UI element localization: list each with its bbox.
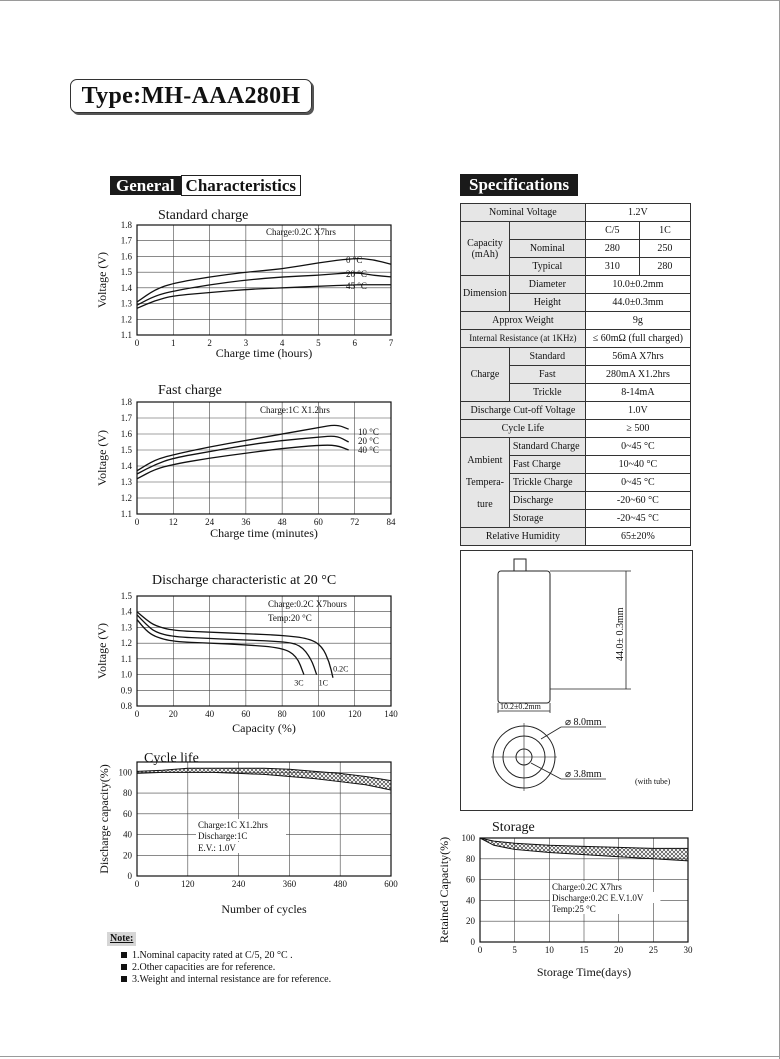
y-tick-label: 1.5 (120, 445, 132, 455)
charge-label: Charge (461, 348, 510, 402)
y-tick-label: 100 (461, 833, 475, 843)
capacity-label-line1: Capacity (467, 237, 503, 249)
cycle-life-chart (90, 748, 410, 920)
y-tick-label: 1.5 (120, 591, 132, 601)
charge-standard-value: 56mA X7hrs (585, 348, 690, 366)
y-tick-label: 0.8 (120, 701, 132, 711)
y-axis-label: Voltage (V) (95, 429, 109, 487)
x-tick-label: 600 (384, 879, 398, 889)
series-label: 40 °C (358, 445, 379, 455)
ambient-trickle-label: Trickle Charge (509, 474, 585, 492)
note-item-3 (121, 974, 331, 986)
y-axis-label: Retained Capacity(%) (437, 836, 451, 944)
capacity-typical-1c: 280 (639, 258, 690, 276)
x-tick-label: 2 (207, 338, 212, 348)
series-label: 0 °C (346, 255, 363, 265)
heading-light-part: Characteristics (181, 175, 301, 196)
cutoff-label: Discharge Cut-off Voltage (461, 402, 586, 420)
y-axis-label: Discharge capacity(%) (97, 764, 111, 874)
y-tick-label: 1.2 (120, 638, 132, 649)
y-tick-label: 0 (470, 937, 475, 947)
outer-diameter-label: ⌀ 8.0mm (565, 717, 602, 728)
x-tick-label: 48 (277, 517, 287, 527)
inner-diameter-value: 3.8mm (573, 769, 602, 780)
series-label: 10 °C (358, 427, 379, 437)
x-tick-label: 1 (171, 338, 176, 348)
charge-standard-label: Standard (509, 348, 585, 366)
y-tick-label: 20 (466, 916, 475, 927)
chart-annotation: Charge:0.2C X7hrs (266, 227, 336, 237)
bullet-icon (121, 952, 127, 958)
table-row (461, 420, 691, 438)
capacity-typical-label: Typical (509, 258, 585, 276)
series-label: 20 °C (358, 436, 379, 446)
table-row (461, 528, 691, 546)
diameter-value: 10.0±0.2mm (585, 276, 690, 294)
capacity-label (461, 222, 510, 276)
chart-title: Storage (492, 820, 535, 835)
series-label: 20 °C (346, 269, 367, 279)
inner-diameter-label: ⌀ 3.8mm (565, 769, 602, 780)
table-row (461, 204, 691, 222)
y-tick-label: 80 (466, 853, 475, 864)
x-tick-label: 15 (579, 945, 589, 955)
fast-charge-chart (90, 380, 410, 545)
x-tick-label: 100 (311, 709, 326, 719)
chart-annotation: Charge:1C X1.2hrs (260, 405, 330, 415)
bullet-icon (121, 976, 127, 982)
plot-frame (137, 596, 391, 706)
y-tick-label: 80 (123, 788, 132, 799)
height-dimension-label: 44.0± 0.3mm (615, 607, 626, 661)
series-label: 0.2C (333, 664, 349, 674)
chart-annotation: E.V.: 1.0V (198, 843, 236, 853)
y-tick-label: 1.1 (120, 653, 132, 664)
ambient-std-value: 0~45 °C (585, 438, 690, 456)
capacity-nominal-1c: 250 (639, 240, 690, 258)
chart-title: Cycle life (144, 751, 199, 766)
nominal-voltage-label: Nominal Voltage (461, 204, 586, 222)
humidity-label: Relative Humidity (461, 528, 586, 546)
capacity-nominal-label: Nominal (509, 240, 585, 258)
y-tick-label: 1.8 (120, 220, 132, 230)
chart-title: Standard charge (158, 208, 249, 223)
note-item-2 (121, 962, 331, 974)
ambient-label (461, 438, 510, 528)
series-label: 45 °C (346, 281, 367, 291)
y-tick-label: 1.4 (120, 606, 132, 617)
series-line (137, 436, 349, 474)
discharge-chart (90, 568, 410, 738)
ambient-std-label: Standard Charge (509, 438, 585, 456)
specifications-heading: Specifications (460, 174, 578, 196)
dimension-label: Dimension (461, 276, 510, 312)
chart-annotation: Charge:0.2C X7hrs (552, 882, 622, 892)
y-tick-label: 1.8 (120, 397, 132, 407)
ambient-discharge-value: -20~60 °C (585, 492, 690, 510)
chart-annotation: Temp:25 °C (552, 904, 596, 914)
nominal-voltage-value: 1.2V (585, 204, 690, 222)
capacity-col-1c: 1C (639, 222, 690, 240)
series-label: 1C (318, 678, 328, 688)
battery-terminal (514, 559, 526, 571)
resistance-value: ≤ 60mΩ (full charged) (585, 330, 690, 348)
chart-annotation: Temp:20 °C (268, 613, 312, 623)
table-row (461, 222, 691, 240)
battery-drawing-box (460, 550, 693, 811)
height-value: 44.0±0.3mm (585, 294, 690, 312)
chart-annotation: Discharge:0.2C E.V.1.0V (552, 893, 644, 903)
table-row (461, 402, 691, 420)
y-tick-label: 1.4 (120, 282, 132, 293)
weight-label: Approx Weight (461, 312, 586, 330)
y-tick-label: 40 (466, 895, 475, 906)
x-tick-label: 60 (241, 709, 251, 719)
y-tick-label: 1.7 (120, 235, 132, 246)
charge-fast-value: 280mA X1.2hrs (585, 366, 690, 384)
chart-annotation: Charge:1C X1.2hrs (198, 820, 268, 830)
x-axis-label: Number of cycles (221, 902, 307, 916)
bullet-icon (121, 964, 127, 970)
x-axis-label: Storage Time(days) (536, 965, 632, 979)
ambient-fast-value: 10~40 °C (585, 456, 690, 474)
x-tick-label: 25 (648, 945, 658, 955)
charge-trickle-label: Trickle (509, 384, 585, 402)
y-tick-label: 100 (118, 767, 132, 778)
capacity-nominal-c5: 280 (585, 240, 639, 258)
y-tick-label: 1.4 (120, 461, 132, 471)
x-tick-label: 360 (282, 879, 297, 889)
x-tick-label: 480 (333, 879, 347, 889)
y-tick-label: 1.3 (120, 298, 132, 309)
y-tick-label: 1.2 (120, 314, 132, 325)
series-label: 3C (294, 678, 304, 688)
ambient-fast-label: Fast Charge (509, 456, 585, 474)
x-tick-label: 60 (313, 517, 323, 527)
notes-heading: Note: (107, 932, 136, 946)
battery-drawing (461, 551, 692, 810)
y-tick-label: 1.3 (120, 477, 132, 487)
x-axis-label: Charge time (minutes) (210, 526, 318, 540)
y-tick-label: 1.1 (120, 509, 132, 519)
x-axis-label: Capacity (%) (232, 721, 296, 735)
y-tick-label: 1.7 (120, 413, 132, 423)
y-tick-label: 1.6 (120, 429, 132, 439)
x-tick-label: 36 (241, 517, 251, 527)
weight-value: 9g (585, 312, 690, 330)
table-row (461, 348, 691, 366)
x-tick-label: 6 (352, 338, 357, 348)
x-tick-label: 5 (316, 338, 321, 348)
cycle-value: ≥ 500 (585, 420, 690, 438)
x-tick-label: 20 (168, 709, 178, 719)
diameter-label: Diameter (509, 276, 585, 294)
diameter-dimension-label: 10.2±0.2mm (500, 702, 541, 711)
table-row (461, 276, 691, 294)
cutoff-value: 1.0V (585, 402, 690, 420)
x-tick-label: 5 (512, 945, 517, 955)
table-row (461, 312, 691, 330)
chart-title: Fast charge (158, 383, 222, 398)
capacity-band (137, 768, 391, 790)
x-tick-label: 0 (134, 879, 140, 889)
x-tick-label: 0 (134, 338, 140, 348)
y-axis-label: Voltage (V) (95, 622, 109, 680)
charge-fast-label: Fast (509, 366, 585, 384)
ambient-label-line2: Tempera- (465, 477, 505, 488)
x-tick-label: 10 (544, 945, 554, 955)
ambient-storage-value: -20~45 °C (585, 510, 690, 528)
charge-trickle-value: 8-14mA (585, 384, 690, 402)
table-row (461, 330, 691, 348)
x-tick-label: 0 (477, 945, 483, 955)
x-tick-label: 84 (386, 517, 396, 527)
y-tick-label: 1.0 (120, 669, 132, 680)
x-tick-label: 30 (683, 945, 693, 955)
y-tick-label: 0.9 (120, 685, 132, 696)
y-tick-label: 1.2 (120, 493, 132, 503)
x-tick-label: 120 (181, 879, 195, 889)
height-label: Height (509, 294, 585, 312)
note-item-1 (121, 950, 331, 962)
page-bottom-border (0, 1056, 780, 1057)
general-characteristics-heading (110, 175, 301, 197)
y-tick-label: 0 (127, 871, 132, 881)
x-tick-label: 3 (243, 338, 249, 348)
chart-annotation: Discharge:1C (198, 831, 248, 841)
x-tick-label: 80 (277, 709, 287, 719)
y-tick-label: 60 (123, 808, 132, 819)
resistance-label: Internal Resistance (at 1KHz) (461, 330, 586, 348)
chart-title: Discharge characteristic at 20 °C (152, 573, 337, 588)
note-text-2: 2.Other capacities are for reference. (132, 962, 276, 973)
x-tick-label: 24 (205, 517, 215, 527)
heading-dark-part: General (110, 176, 181, 195)
x-axis-label: Charge time (hours) (215, 346, 313, 360)
y-tick-label: 1.1 (120, 330, 132, 340)
ambient-storage-label: Storage (509, 510, 585, 528)
ambient-discharge-label: Discharge (509, 492, 585, 510)
y-axis-label: Voltage (V) (95, 251, 109, 309)
humidity-value: 65±20% (585, 528, 690, 546)
document-title: Type:MH-AAA280H (70, 79, 312, 113)
y-tick-label: 40 (123, 829, 132, 840)
y-tick-label: 20 (123, 850, 132, 861)
ambient-label-line1: Ambient (467, 455, 503, 466)
series-line (137, 615, 317, 675)
x-tick-label: 20 (614, 945, 624, 955)
series-line (137, 425, 349, 470)
x-tick-label: 40 (205, 709, 215, 719)
note-text-3: 3.Weight and internal resistance are for reference. (132, 974, 332, 985)
standard-charge-chart (90, 205, 410, 365)
x-tick-label: 0 (134, 517, 140, 527)
note-text-1: 1.Nominal capacity rated at C/5, 20 °C . (132, 950, 293, 961)
table-row (461, 438, 691, 456)
y-tick-label: 1.3 (120, 622, 132, 633)
capacity-blank-cell (509, 222, 585, 240)
capacity-label-line2: (mAh) (471, 248, 499, 260)
x-tick-label: 240 (231, 879, 246, 889)
notes-section (107, 932, 331, 986)
capacity-col-c5: C/5 (585, 222, 639, 240)
cycle-label: Cycle Life (461, 420, 586, 438)
battery-body (498, 571, 550, 703)
y-tick-label: 1.6 (120, 251, 132, 262)
chart-annotation: Charge:0.2C X7hours (268, 599, 347, 609)
x-tick-label: 12 (168, 517, 178, 527)
inner-leader (531, 763, 561, 779)
ambient-trickle-value: 0~45 °C (585, 474, 690, 492)
capacity-typical-c5: 310 (585, 258, 639, 276)
y-tick-label: 60 (466, 874, 475, 885)
with-tube-note: (with tube) (635, 777, 671, 786)
storage-chart (436, 818, 700, 983)
page-top-border (0, 0, 780, 1)
x-tick-label: 7 (388, 338, 394, 348)
x-tick-label: 140 (384, 709, 398, 719)
x-tick-label: 0 (134, 709, 140, 719)
outer-diameter-value: 8.0mm (573, 717, 602, 728)
plot-frame (137, 225, 391, 335)
x-tick-label: 4 (279, 338, 285, 348)
x-tick-label: 72 (350, 517, 360, 527)
y-tick-label: 1.5 (120, 267, 132, 278)
x-tick-label: 120 (347, 709, 362, 719)
specifications-table (460, 203, 691, 546)
ambient-label-line3: ture (477, 499, 493, 510)
